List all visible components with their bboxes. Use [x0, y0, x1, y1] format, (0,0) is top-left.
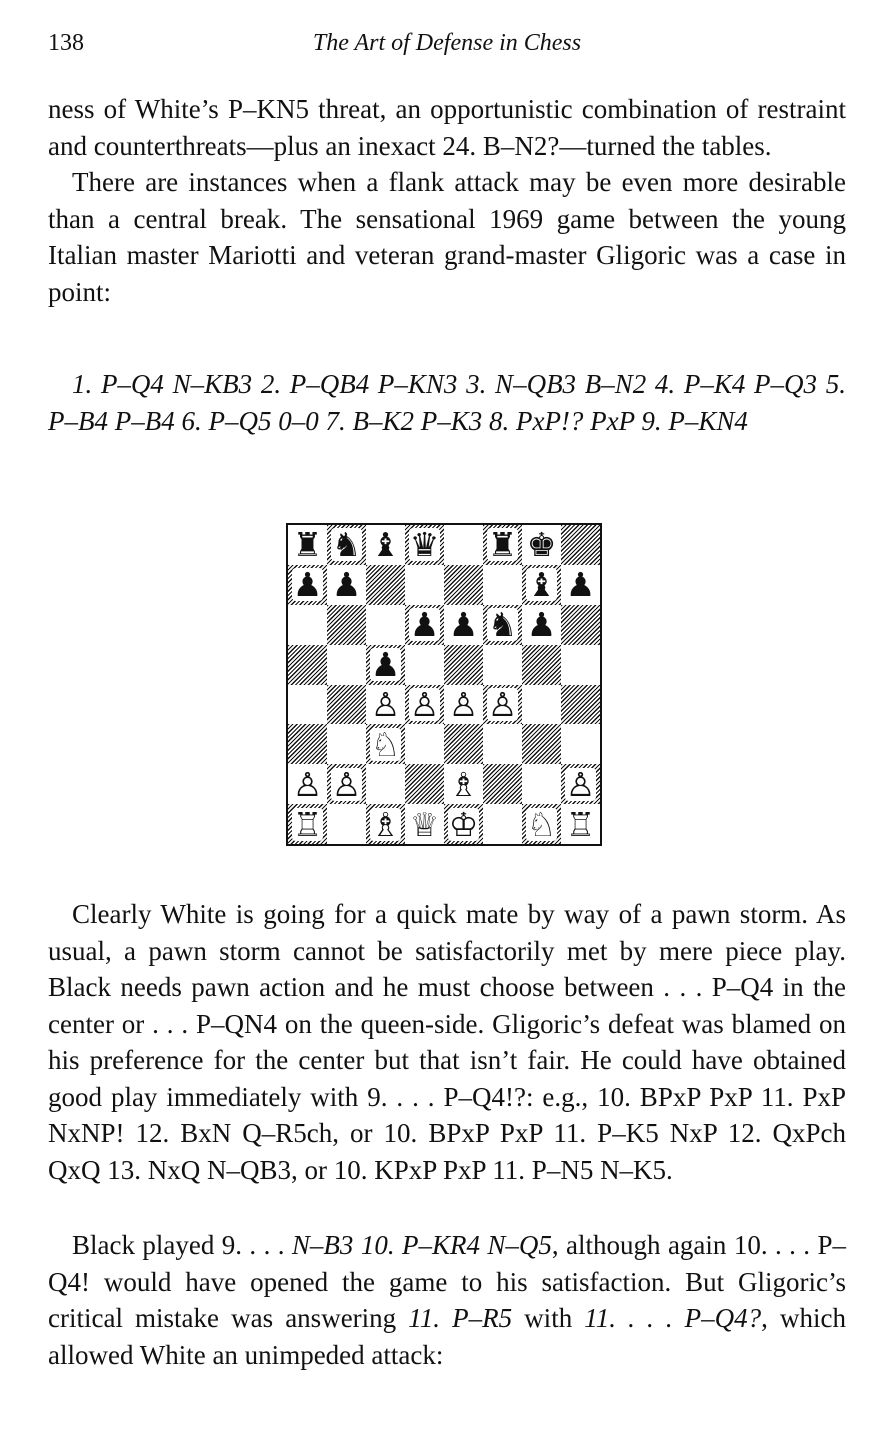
square-c1 [366, 804, 405, 844]
square-b6 [327, 605, 366, 645]
square-b2 [327, 764, 366, 804]
square-g2 [522, 764, 561, 804]
square-h4 [561, 685, 600, 725]
square-a8 [288, 525, 327, 565]
paragraph-pawn-storm: Clearly White is going for a quick mate by way of a pawn storm. As usual, a pawn storm cannot be satisfactorily met by mere piece play. Black needs pawn action and he must choose between . . . P–Q4 in the center or . . . P–QN4 on the queen-side. Gligoric’s defeat was blamed on his preference for the center but that isn’t fair. He could have obtained good play immediately with 9. . . . P–Q4!?: e.g., 10. BPxP PxP 11. PxP NxNP! 12. BxN Q–R5ch, or 10. BPxP PxP 11. P–K5 NxP 12. QxPch QxQ 13. NxQ N–QB3, or 10. KPxP PxP 11. P–N5 N–K5. [48, 899, 846, 1185]
square-c4 [366, 685, 405, 725]
white-queen-icon: ♕ [409, 804, 440, 844]
square-h2 [561, 764, 600, 804]
square-d3 [405, 724, 444, 764]
white-knight-icon: ♘ [370, 724, 401, 764]
square-g1 [522, 804, 561, 844]
chess-diagram [286, 523, 606, 848]
black-pawn-icon: ♟ [409, 605, 440, 645]
square-a3 [288, 724, 327, 764]
black-pawn-icon: ♟ [370, 645, 401, 685]
square-f2 [483, 764, 522, 804]
paragraph-continued: ness of White’s P–KN5 threat, an opportunistic combination of restraint and counterthreats—plus an inexact 24. B–N2?—turned the tables. [48, 94, 846, 161]
p3-text-4: , which allowed White an unimpeded attack: [48, 1303, 846, 1370]
square-e1 [444, 804, 483, 844]
square-b1 [327, 804, 366, 844]
square-g7 [522, 565, 561, 605]
square-g6 [522, 605, 561, 645]
square-d2 [405, 764, 444, 804]
black-king-icon: ♚ [526, 525, 557, 565]
black-rook-icon: ♜ [292, 525, 323, 565]
square-f4 [483, 685, 522, 725]
black-rook-icon: ♜ [487, 525, 518, 565]
square-f5 [483, 645, 522, 685]
p3-text-1: Black played 9. . . . [72, 1230, 292, 1260]
square-a2 [288, 764, 327, 804]
chess-board [286, 523, 602, 846]
white-pawn-icon: ♙ [448, 684, 479, 724]
black-knight-icon: ♞ [487, 605, 518, 645]
square-d5 [405, 645, 444, 685]
p3-text-2: , although again 10. . . . P–Q4! would have opened the game to his satisfaction. But Gligoric’s critical mistake was answering [48, 1230, 846, 1333]
square-c7 [366, 565, 405, 605]
white-bishop-icon: ♗ [370, 804, 401, 844]
square-d8 [405, 525, 444, 565]
square-g3 [522, 724, 561, 764]
white-pawn-icon: ♙ [370, 684, 401, 724]
square-f3 [483, 724, 522, 764]
square-c6 [366, 605, 405, 645]
white-bishop-icon: ♗ [448, 764, 479, 804]
square-f1 [483, 804, 522, 844]
white-pawn-icon: ♙ [487, 684, 518, 724]
square-b7 [327, 565, 366, 605]
square-g8 [522, 525, 561, 565]
square-f8 [483, 525, 522, 565]
square-e6 [444, 605, 483, 645]
square-b8 [327, 525, 366, 565]
page-number: 138 [48, 30, 84, 56]
square-h5 [561, 645, 600, 685]
square-h7 [561, 565, 600, 605]
square-a5 [288, 645, 327, 685]
black-pawn-icon: ♟ [331, 565, 362, 605]
black-pawn-icon: ♟ [565, 565, 596, 605]
black-pawn-icon: ♟ [448, 605, 479, 645]
square-d4 [405, 685, 444, 725]
game-moves: 1. P–Q4 N–KB3 2. P–QB4 P–KN3 3. N–QB3 B–N2 4. P–K4 P–Q3 5. P–B4 P–B4 6. P–Q5 0–0 7. B–K2 P–K3 8. PxP!? PxP 9. P–KN4 [48, 369, 846, 436]
square-a4 [288, 685, 327, 725]
white-pawn-icon: ♙ [292, 764, 323, 804]
paragraph-black-played [48, 1227, 846, 1373]
square-c2 [366, 764, 405, 804]
square-b5 [327, 645, 366, 685]
p3-text-3: with [512, 1303, 585, 1333]
square-h3 [561, 724, 600, 764]
square-e4 [444, 685, 483, 725]
white-rook-icon: ♖ [292, 804, 323, 844]
square-e7 [444, 565, 483, 605]
black-bishop-icon: ♝ [526, 565, 557, 605]
black-queen-icon: ♛ [409, 525, 440, 565]
black-pawn-icon: ♟ [292, 565, 323, 605]
square-e2 [444, 764, 483, 804]
square-e8 [444, 525, 483, 565]
white-pawn-icon: ♙ [331, 764, 362, 804]
running-title: The Art of Defense in Chess [312, 30, 582, 56]
square-d1 [405, 804, 444, 844]
square-a1 [288, 804, 327, 844]
white-rook-icon: ♖ [565, 804, 596, 844]
white-pawn-icon: ♙ [565, 764, 596, 804]
p3-italic-moves-3: 11. . . . P–Q4? [584, 1303, 762, 1333]
square-f7 [483, 565, 522, 605]
p3-italic-moves-2: 11. P–R5 [408, 1303, 513, 1333]
white-knight-icon: ♘ [526, 804, 557, 844]
white-king-icon: ♔ [448, 804, 479, 844]
square-c3 [366, 724, 405, 764]
square-e3 [444, 724, 483, 764]
square-g5 [522, 645, 561, 685]
black-pawn-icon: ♟ [526, 605, 557, 645]
white-pawn-icon: ♙ [409, 684, 440, 724]
square-b4 [327, 685, 366, 725]
black-bishop-icon: ♝ [370, 525, 401, 565]
square-a7 [288, 565, 327, 605]
square-f6 [483, 605, 522, 645]
page-header [48, 30, 846, 66]
paragraph-flank-attack: There are instances when a flank attack may be even more desirable than a central break. The sensational 1969 game between the young Italian master Mariotti and veteran grand-master Gligoric was a case in point: [48, 167, 846, 307]
square-g4 [522, 685, 561, 725]
square-c8 [366, 525, 405, 565]
square-h8 [561, 525, 600, 565]
p3-italic-moves-1: N–B3 10. P–KR4 N–Q5 [291, 1230, 552, 1260]
square-a6 [288, 605, 327, 645]
square-e5 [444, 645, 483, 685]
square-h6 [561, 605, 600, 645]
square-h1 [561, 804, 600, 844]
square-d6 [405, 605, 444, 645]
square-d7 [405, 565, 444, 605]
square-c5 [366, 645, 405, 685]
black-knight-icon: ♞ [331, 525, 362, 565]
square-b3 [327, 724, 366, 764]
intro-text [48, 91, 846, 310]
